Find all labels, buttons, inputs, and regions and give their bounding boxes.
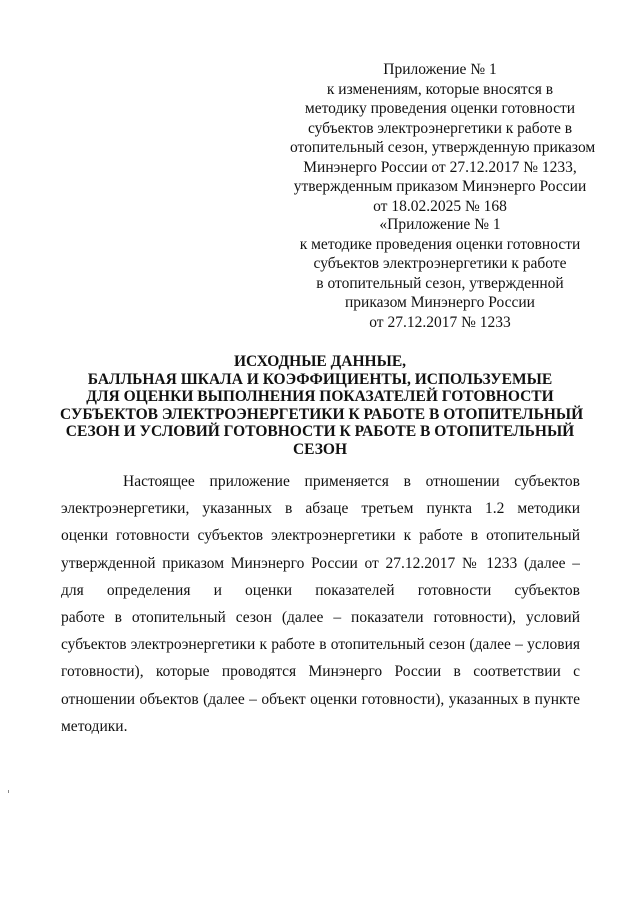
body-line: утвержденной приказом Минэнерго России от 27.12.2017 № 1233 (далее –	[61, 554, 580, 572]
original-appendix-line: «Приложение № 1	[379, 216, 501, 233]
original-appendix-line: к методике проведения оценки готовности	[299, 235, 581, 253]
appendix-header-line: утвержденным приказом Минэнерго России	[293, 178, 587, 195]
appendix-header-line: к изменениям, которые вносятся в	[326, 80, 554, 98]
body-line: для определения и оценки показателей готовности субъектов	[61, 581, 580, 599]
document-title	[60, 353, 584, 458]
title-line: СЕЗОН И УСЛОВИЙ ГОТОВНОСТИ К РАБОТЕ В ОТОПИТЕЛЬНЫЙ	[65, 423, 575, 440]
original-appendix-line: от 27.12.2017 № 1233	[369, 313, 511, 331]
body-line: отношении объектов (далее – объект оценки готовности), указанных в пункте	[61, 690, 580, 708]
body-line: оценки готовности субъектов электроэнергетики к работе в отопительный	[61, 527, 580, 545]
body-line: готовности), которые проводятся Минэнерго России в соответствии с	[61, 663, 580, 681]
body-line: работе в отопительный сезон (далее – показатели готовности), условий	[61, 608, 580, 626]
body-line: Настоящее приложение применяется в отношении субъектов	[123, 473, 580, 490]
title-line: СУБЪЕКТОВ ЭЛЕКТРОЭНЕРГЕТИКИ К РАБОТЕ В ОТОПИТЕЛЬНЫЙ	[60, 405, 584, 423]
appendix-header-line: Минэнерго России от 27.12.2017 № 1233,	[303, 158, 577, 176]
title-line: ИСХОДНЫЕ ДАННЫЕ,	[233, 353, 407, 370]
original-appendix-line: субъектов электроэнергетики к работе	[313, 255, 567, 272]
title-line: СЕЗОН	[292, 440, 347, 458]
appendix-header-line: Приложение № 1	[383, 61, 497, 78]
appendix-header-line: от 18.02.2025 № 168	[373, 197, 507, 215]
scan-artifact	[8, 790, 9, 793]
title-line: БАЛЛЬНАЯ ШКАЛА И КОЭФФИЦИЕНТЫ, ИСПОЛЬЗУЕМЫЕ	[87, 370, 553, 388]
body-line: субъектов электроэнергетики к работе в отопительный сезон (далее – условия	[61, 636, 580, 654]
appendix-header-line: отопительный сезон, утвержденную приказом	[290, 139, 596, 156]
original-appendix-line: в отопительный сезон, утвержденной	[316, 274, 564, 292]
appendix-header-line: методику проведения оценки готовности	[304, 100, 576, 117]
body-line: электроэнергетики, указанных в абзаце третьем пункта 1.2 методики	[61, 500, 580, 518]
body-line: методики.	[61, 717, 128, 735]
original-appendix-header	[290, 215, 590, 332]
body-paragraph	[61, 468, 580, 740]
appendix-header-line: субъектов электроэнергетики к работе в	[307, 119, 573, 137]
original-appendix-line: приказом Минэнерго России	[345, 294, 535, 311]
appendix-header	[290, 60, 596, 216]
title-line: ДЛЯ ОЦЕНКИ ВЫПОЛНЕНИЯ ПОКАЗАТЕЛЕЙ ГОТОВНОСТИ	[86, 388, 554, 405]
